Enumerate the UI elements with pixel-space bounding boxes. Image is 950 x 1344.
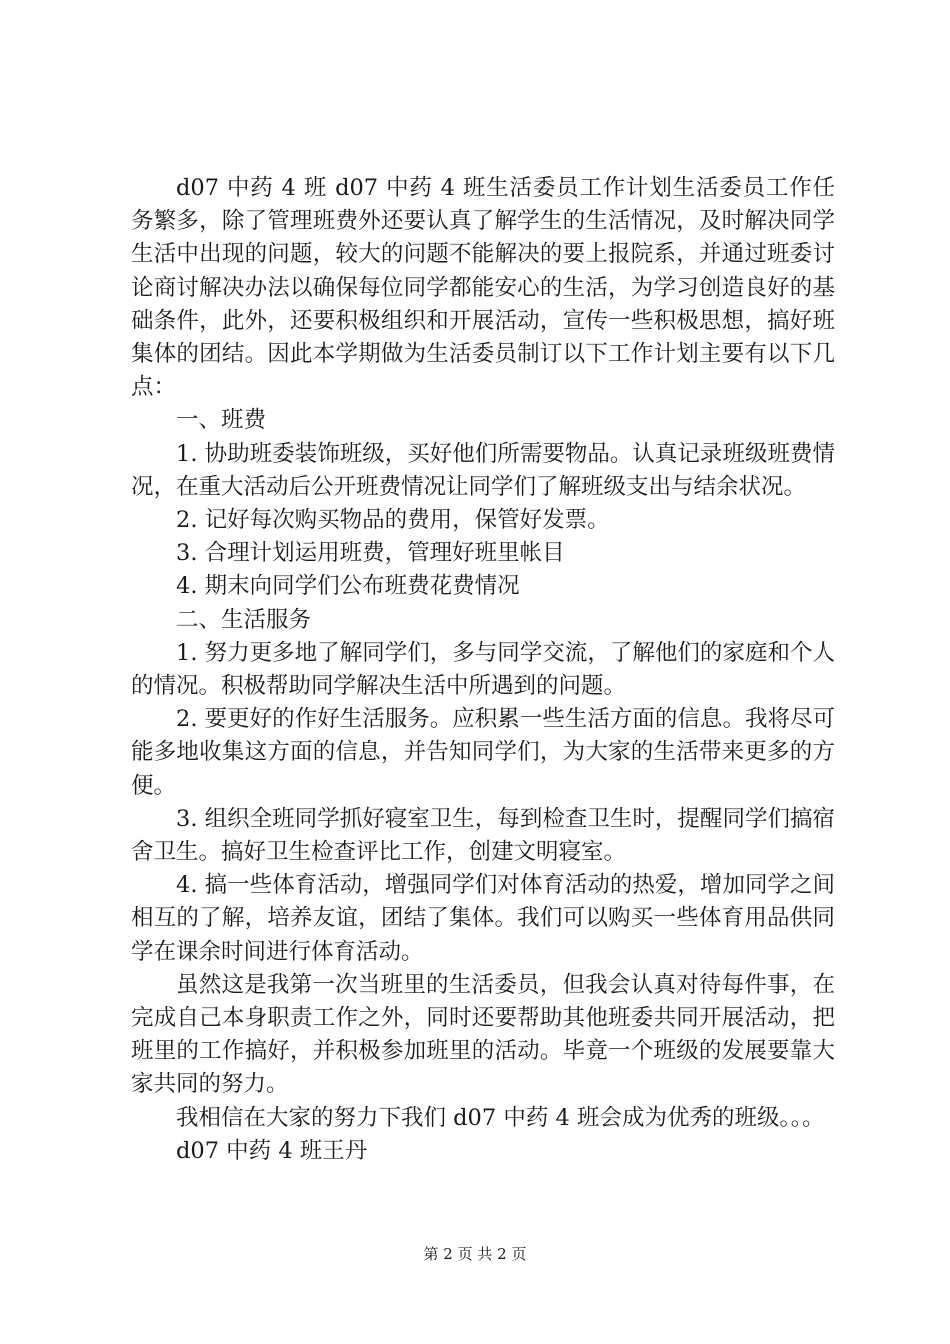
signature-line: d07 中药 4 班王丹 xyxy=(176,1137,368,1164)
paragraph-service-2: 2. 要更好的作好生活服务。应积累一些生活方面的信息。我将尽可能多地收集这方面的信息，并告知同学们，为大家的生活带来更多的方便。 xyxy=(131,706,835,799)
paragraph-closing: 虽然这是我第一次当班里的生活委员，但我会认真对待每件事，在完成自己本身职责工作之外，同时还要帮助其他班委共同开展活动，把班里的工作搞好，并积极参加班里的活动。毕竟一个班级的发展要靠大家共同的努力。 xyxy=(131,971,835,1098)
paragraph-fee-2: 2. 记好每次购买物品的费用，保管好发票。 xyxy=(176,507,610,534)
document-body xyxy=(131,172,835,1168)
paragraph-belief: 我相信在大家的努力下我们 d07 中药 4 班会成为优秀的班级。。。 xyxy=(176,1104,825,1131)
paragraph-service-1: 1. 努力更多地了解同学们，多与同学交流，了解他们的家庭和个人的情况。积极帮助同学解决生活中所遇到的问题。 xyxy=(131,639,835,700)
paragraph-service-4: 4. 搞一些体育活动，增强同学们对体育活动的热爱，增加同学之间相互的了解，培养友谊，团结了集体。我们可以购买一些体育用品供同学在课余时间进行体育活动。 xyxy=(131,872,835,965)
paragraph-fee-3: 3. 合理计划运用班费，管理好班里帐目 xyxy=(176,540,565,567)
page-footer: 第 2 页 共 2 页 xyxy=(423,1245,527,1263)
paragraph-service-3: 3. 组织全班同学抓好寝室卫生，每到检查卫生时，提醒同学们搞宿舍卫生。搞好卫生检查评比工作，创建文明寝室。 xyxy=(131,805,835,866)
paragraph-fee-1: 1. 协助班委装饰班级，买好他们所需要物品。认真记录班级班费情况，在重大活动后公开班费情况让同学们了解班级支出与结余状况。 xyxy=(131,440,835,500)
section-heading-class-fee: 一、班费 xyxy=(176,407,267,434)
paragraph-fee-4: 4. 期末向同学们公布班费花费情况 xyxy=(176,573,520,600)
paragraph-intro: d07 中药 4 班 d07 中药 4 班生活委员工作计划生活委员工作任务繁多，除了管理班费外还要认真了解学生的生活情况，及时解决同学生活中出现的问题，较大的问题不能解决的要上报院系，并通过班委讨论商讨解决办法以确保每位同学都能安心的生活，为学习创造良好的基础条件，此外，还要积极组织和开展活动，宣传一些积极思想，搞好班集体的团结。因此本学期做为生活委员制订以下工作计划主要有以下几点： xyxy=(131,175,835,401)
section-heading-life-service: 二、生活服务 xyxy=(176,606,312,633)
